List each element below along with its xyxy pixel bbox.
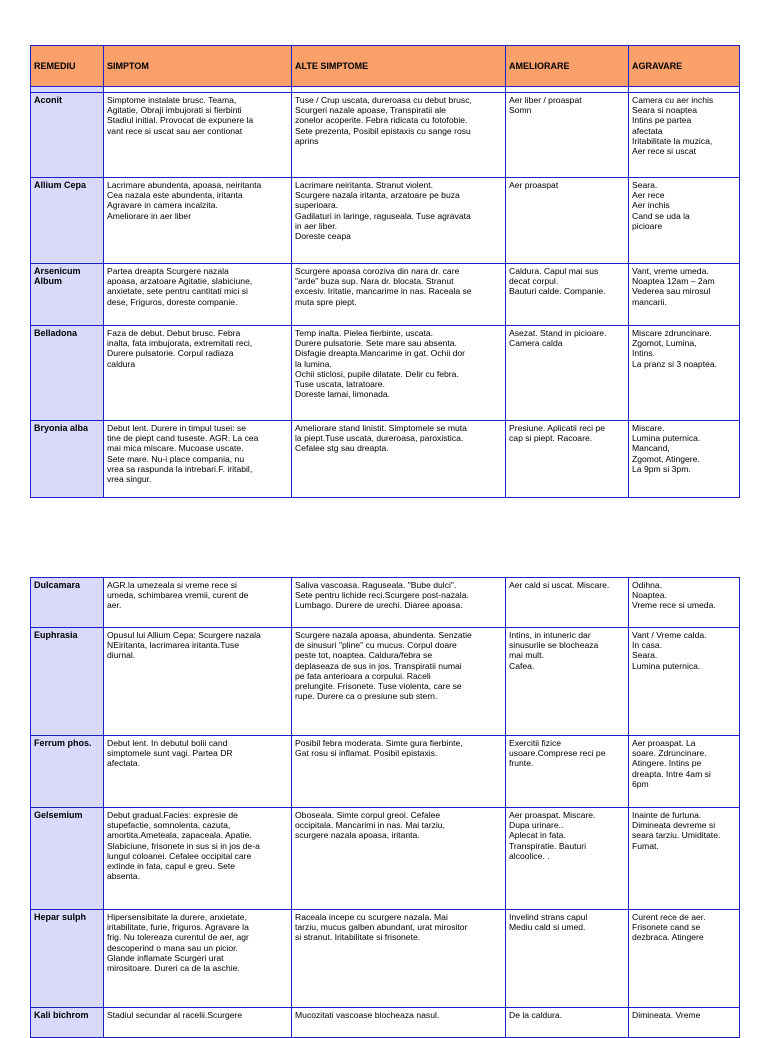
simptom-cell: Lacrimare abundenta, apoasa, neiritanta Cea nazala este abundenta, iritanta Agravare in camera incalzita. Ameliorare in aer liber bbox=[104, 178, 292, 264]
table-row bbox=[31, 326, 740, 421]
table-row bbox=[31, 1008, 740, 1038]
header-alte-simptome: ALTE SIMPTOME bbox=[292, 46, 506, 87]
table-row bbox=[31, 578, 740, 628]
table-row bbox=[31, 628, 740, 736]
agravare-cell: Seara. Aer rece Aer inchis Cand se uda la picioare bbox=[629, 178, 740, 264]
remedy-name: Ferrum phos. bbox=[31, 736, 104, 808]
remedy-name: Belladona bbox=[31, 326, 104, 421]
alte-simptome-cell: Scurgere apoasa coroziva din nara dr. care "arde" buza sup. Nara dr. blocata. Stranut excesiv. Iritatie, mancarime in nas. Raceala se muta spre piept. bbox=[292, 264, 506, 326]
simptom-cell: Debut lent. Durere in timpul tusei: se tine de piept cand tuseste. AGR. La cea mai mica miscare. Mucoase uscate. Sete mare. Nu-i place compania, nu vrea sa raspunda la intrebari.F. iritabil, vrea singur. bbox=[104, 421, 292, 498]
remedy-name: Dulcamara bbox=[31, 578, 104, 628]
alte-simptome-cell: Lacrimare neiritanta. Stranut violent. Scurgere nazala iritanta, arzatoare pe buza superioara. Gadilaturi in laringe, raguseala. Tuse agravata in aer liber. Doreste ceapa bbox=[292, 178, 506, 264]
agravare-cell: Inainte de furtuna. Dimineata devreme si seara tarziu. Umiditate. Fumat. bbox=[629, 808, 740, 910]
ameliorare-cell: Aer proaspat. Miscare. Dupa urinare.. Aplecat in fata. Transpiratie. Bauturi alcoolice. . bbox=[506, 808, 629, 910]
remedies-table-top bbox=[30, 45, 740, 498]
simptom-cell: Debut gradual.Facies: expresie de stupefactie, somnolenta, cazuta, amortita.Ameteala, zapaceala. Apatie. Slabiciune, frisonete in sus si in jos de-a lungul coloanei. Cefalee occipital care extinde in fata, capul e greu. Sete absenta. bbox=[104, 808, 292, 910]
agravare-cell: Miscare. Lumina puternica. Mancand, Zgomot, Atingere. La 9pm si 3pm. bbox=[629, 421, 740, 498]
table-row bbox=[31, 178, 740, 264]
ameliorare-cell: Aer cald si uscat. Miscare. bbox=[506, 578, 629, 628]
table-row bbox=[31, 93, 740, 178]
ameliorare-cell: Caldura. Capul mai sus decat corpul. Bauturi calde. Companie. bbox=[506, 264, 629, 326]
alte-simptome-cell: Mucozitati vascoase blocheaza nasul. bbox=[292, 1008, 506, 1038]
alte-simptome-cell: Temp inalta. Pielea fierbinte, uscata. Durere pulsatorie. Sete mare sau absenta. Disfagie dreapta.Mancarime in gat. Ochii dor la lumina. Ochii sticlosi, pupile dilatate. Delir cu febra. Tuse uscata, latratoare. Doreste lamai, limonada. bbox=[292, 326, 506, 421]
ameliorare-cell: Aer proaspat bbox=[506, 178, 629, 264]
alte-simptome-cell: Saliva vascoasa. Raguseala. "Bube dulci". Sete pentru lichide reci.Scurgere post-nazala. Lumbago. Durere de urechi. Diaree apoasa. bbox=[292, 578, 506, 628]
ameliorare-cell: Asezat. Stand in picioare. Camera calda bbox=[506, 326, 629, 421]
remedy-name: Allium Cepa bbox=[31, 178, 104, 264]
simptom-cell: AGR.la umezeala si vreme rece si umeda, schimbarea vremii, curent de aer. bbox=[104, 578, 292, 628]
agravare-cell: Camera cu aer inchis Seara si noaptea Intins pe partea afectata Iritabilitate la muzica, Aer rece si uscat bbox=[629, 93, 740, 178]
alte-simptome-cell: Oboseala. Simte corpul greoi. Cefalee occipitala. Mancarimi in nas. Mai tarziu, scurgere nazala apoasa, iritanta. bbox=[292, 808, 506, 910]
simptom-cell: Faza de debut. Debut brusc. Febra inalta, fata imbujorata, extremitati reci, Durere pulsatorie. Corpul radiaza caldura bbox=[104, 326, 292, 421]
header-agravare: AGRAVARE bbox=[629, 46, 740, 87]
simptom-cell: Partea dreapta Scurgere nazala apoasa, arzatoare Agitatie, slabiciune, anxietate, sete pentru cantitati mici si dese, Friguros, doreste companie. bbox=[104, 264, 292, 326]
agravare-cell: Miscare zdruncinare. Zgomot, Lumina, Intins. La pranz si 3 noaptea. bbox=[629, 326, 740, 421]
ameliorare-cell: Intins, in intuneric dar sinusurile se blocheaza mai mult. Cafea. bbox=[506, 628, 629, 736]
simptom-cell: Opusul lui Allium Cepa: Scurgere nazala NEiritanta, lacrimarea iritanta.Tuse diurnal. bbox=[104, 628, 292, 736]
agravare-cell: Aer proaspat. La soare. Zdruncinare. Atingere. Intins pe dreapta. Intre 4am si 6pm bbox=[629, 736, 740, 808]
header-ameliorare: AMELIORARE bbox=[506, 46, 629, 87]
remedy-name: Gelsemium bbox=[31, 808, 104, 910]
simptom-cell: Debut lent. In debutul bolii cand simptomele sunt vagi. Partea DR afectata. bbox=[104, 736, 292, 808]
ameliorare-cell: De la caldura. bbox=[506, 1008, 629, 1038]
table-row bbox=[31, 910, 740, 1008]
header-remediu: REMEDIU bbox=[31, 46, 104, 87]
simptom-cell: Stadiul secundar al racelii.Scurgere bbox=[104, 1008, 292, 1038]
table-row bbox=[31, 808, 740, 910]
remedy-name: Hepar sulph bbox=[31, 910, 104, 1008]
ameliorare-cell: Presiune. Aplicatii reci pe cap si piept. Racoare. bbox=[506, 421, 629, 498]
remedy-name: Aconit bbox=[31, 93, 104, 178]
remedy-name: Euphrasia bbox=[31, 628, 104, 736]
agravare-cell: Vant / Vreme calda. In casa. Seara. Lumina puternica. bbox=[629, 628, 740, 736]
simptom-cell: Hipersensibitate la durere, anxietate, iritabilitate, furie, friguros. Agravare la frig. Nu tolereaza curentul de aer, agr descoperind o mana sau un picior. Glande inflamate Scurgeri urat mirositoare. Dureri ca de la aschie. bbox=[104, 910, 292, 1008]
alte-simptome-cell: Posibil febra moderata. Simte gura fierbinte, Gat rosu si inflamat. Posibil epistaxis. bbox=[292, 736, 506, 808]
agravare-cell: Vant, vreme umeda. Noaptea 12am – 2am Vederea sau mirosul mancarii. bbox=[629, 264, 740, 326]
remedy-name: Kali bichrom bbox=[31, 1008, 104, 1038]
header-simptom: SIMPTOM bbox=[104, 46, 292, 87]
simptom-cell: Simptome instalate brusc. Teama, Agitatie, Obraji imbujorati si fierbinti Stadiul initial. Provocat de expunere la vant rece si uscat sau aer contionat bbox=[104, 93, 292, 178]
alte-simptome-cell: Ameliorare stand linistit. Simptomele se muta la piept.Tuse uscata, dureroasa, paroxistica. Cefalee stg sau dreapta. bbox=[292, 421, 506, 498]
table-row bbox=[31, 421, 740, 498]
ameliorare-cell: Invelind strans capul Mediu cald si umed. bbox=[506, 910, 629, 1008]
agravare-cell: Dimineata. Vreme bbox=[629, 1008, 740, 1038]
alte-simptome-cell: Scurgere nazala apoasa, abundenta. Senzatie de sinusuri "pline" cu mucus. Corpul doare peste tot, noaptea. Caldura/febra se deplaseaza de sus in jos. Transpiratii numai pe fata anterioara a corpului. Raceli prelungite. Frisonete. Tuse violenta, care se rupe. Durere ca o presiune sub stern. bbox=[292, 628, 506, 736]
remedy-name: Bryonia alba bbox=[31, 421, 104, 498]
remedy-name: Arsenicum Album bbox=[31, 264, 104, 326]
header-row bbox=[31, 46, 740, 87]
remedies-table-bottom bbox=[30, 577, 740, 1038]
ameliorare-cell: Exercitii fizice usoare.Comprese reci pe frunte. bbox=[506, 736, 629, 808]
table-row bbox=[31, 736, 740, 808]
alte-simptome-cell: Raceala incepe cu scurgere nazala. Mai tarziu, mucus galben abundant, urat mirositor si stranut. Iritabilitate si frisonete. bbox=[292, 910, 506, 1008]
ameliorare-cell: Aer liber / proaspat Somn bbox=[506, 93, 629, 178]
table-row bbox=[31, 264, 740, 326]
agravare-cell: Curent rece de aer. Frisonete cand se dezbraca. Atingere bbox=[629, 910, 740, 1008]
agravare-cell: Odihna. Noaptea. Vreme rece si umeda. bbox=[629, 578, 740, 628]
alte-simptome-cell: Tuse / Crup uscata, dureroasa cu debut brusc, Scurgeri nazale apoase, Transpiratii ale zonelor acoperite. Febra ridicata cu fotofobie. Sete prezenta, Posibil epistaxis cu sange rosu aprins bbox=[292, 93, 506, 178]
